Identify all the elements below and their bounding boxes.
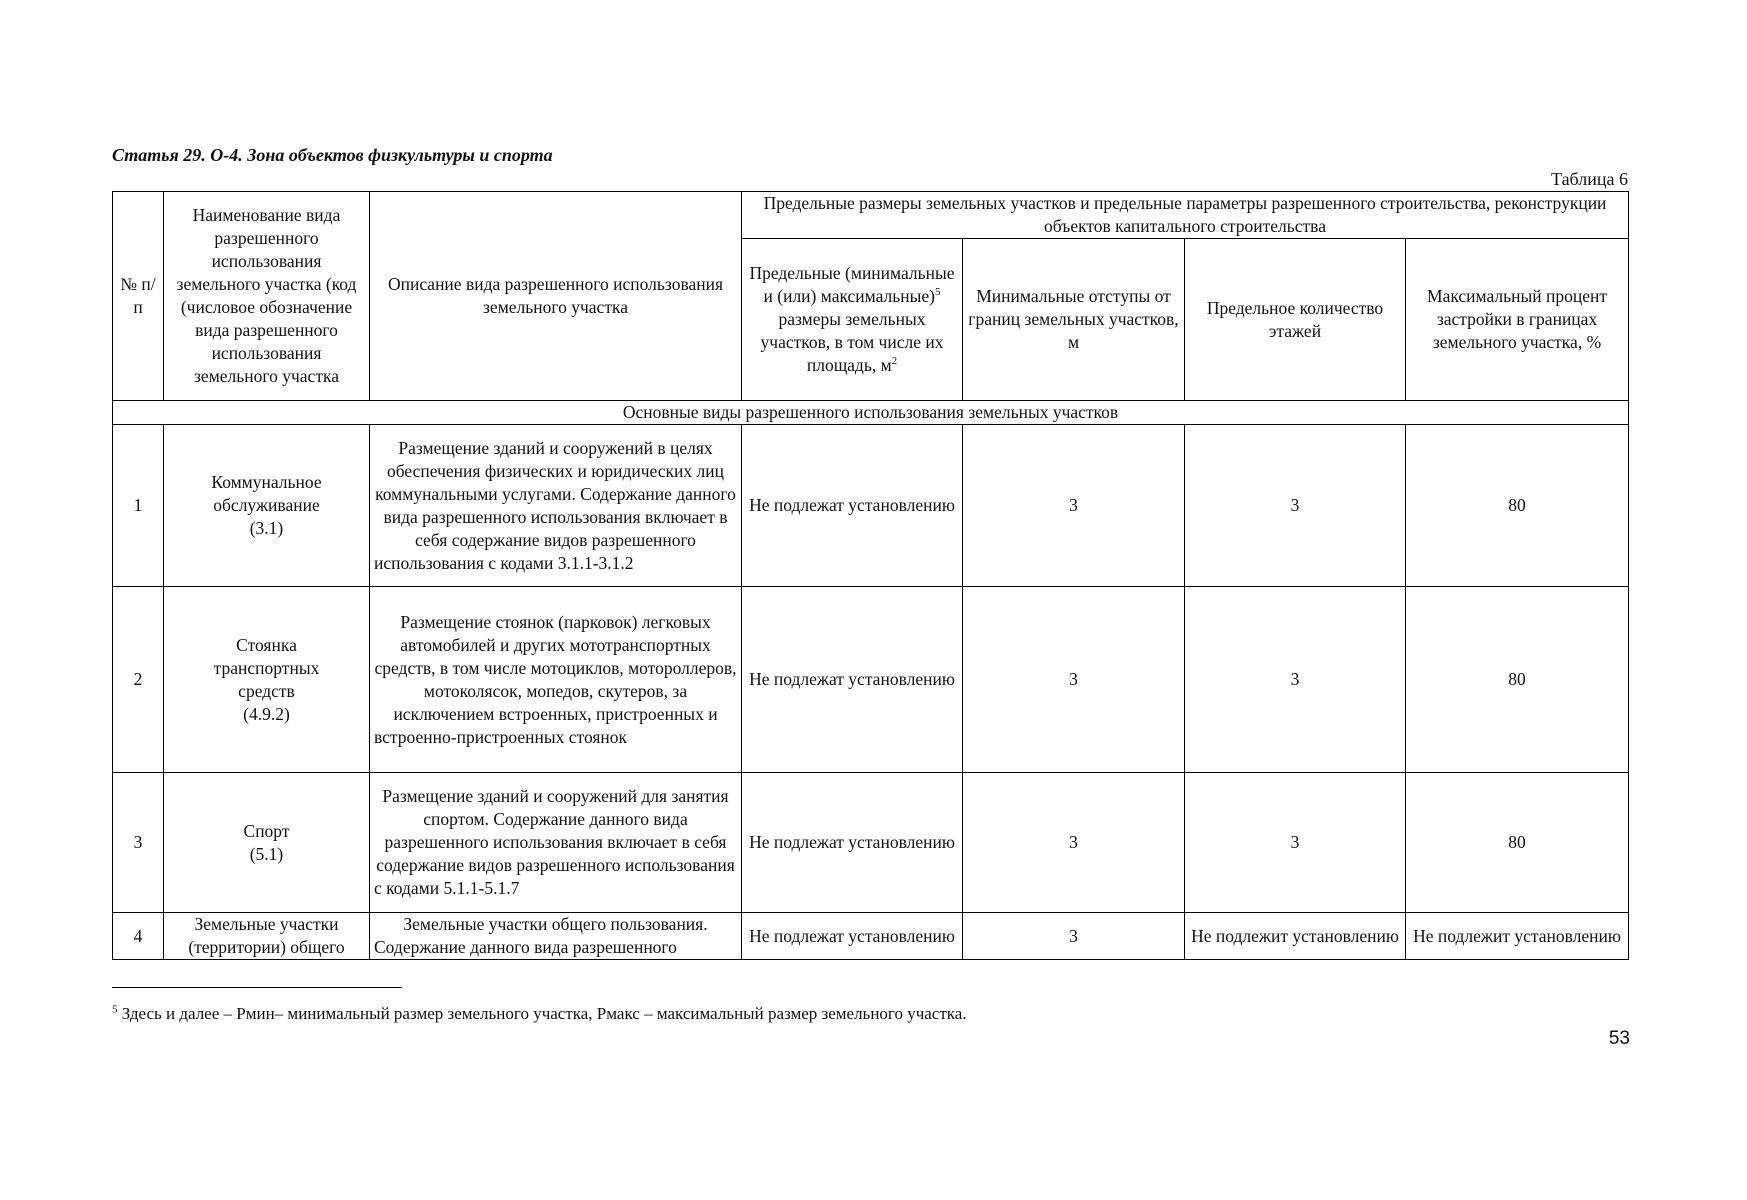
row-size: Не подлежат установлению [742,773,963,913]
table-caption: Таблица 6 [1551,169,1628,189]
row-num: 4 [113,913,164,960]
row-floors: 3 [1185,587,1406,773]
footnote-rule [112,987,402,988]
row-size: Не подлежат установлению [742,587,963,773]
row-description: Земельные участки общего пользования. Содержание данного вида разрешенного [370,913,742,960]
row-size: Не подлежат установлению [742,913,963,960]
row-num: 1 [113,425,164,587]
page-number: 53 [1608,1028,1630,1049]
header-num: № п/п [113,192,164,401]
article-title: Статья 29. О-4. Зона объектов физкультуры и спорта [112,145,553,165]
header-description: Описание вида разрешенного использования земельного участка [370,192,742,401]
row-setback: 3 [963,913,1185,960]
row-coverage: 80 [1406,587,1629,773]
header-row-1 [113,192,1629,239]
row-size: Не подлежат установлению [742,425,963,587]
table-row [113,913,1629,960]
row-floors: 3 [1185,773,1406,913]
row-coverage: 80 [1406,773,1629,913]
row-setback: 3 [963,773,1185,913]
row-setback: 3 [963,587,1185,773]
row-name: Земельные участки (территории) общего [164,913,370,960]
row-name: Спорт (5.1) [164,773,370,913]
header-setback: Минимальные отступы от границ земельных участков, м [963,239,1185,401]
row-num: 3 [113,773,164,913]
header-floors: Предельное количество этажей [1185,239,1406,401]
row-num: 2 [113,587,164,773]
row-description: Размещение зданий и сооружений для занятия спортом. Содержание данного вида разрешенного использования включает в себя содержание видов разрешенного использования с кодами 5.1.1-5.1.7 [370,773,742,913]
row-floors: 3 [1185,425,1406,587]
row-floors: Не подлежит установлению [1185,913,1406,960]
table-row [113,425,1629,587]
row-description: Размещение зданий и сооружений в целях обеспечения физических и юридических лиц коммунальными услугами. Содержание данного вида разрешенного использования включает в себя содержание видов разрешенного использования с кодами 3.1.1-3.1.2 [370,425,742,587]
header-coverage: Максимальный процент застройки в границах земельного участка, % [1406,239,1629,401]
row-setback: 3 [963,425,1185,587]
row-description: Размещение стоянок (парковок) легковых автомобилей и других мототранспортных средств, в том числе мотоциклов, мотороллеров, мотоколясок, мопедов, скутеров, за исключением встроенных, пристроенных и встроенно-пристроенных стоянок [370,587,742,773]
zone-table [112,191,1629,960]
header-name: Наименование вида разрешенного использования земельного участка (код (числовое обозначение вида разрешенного использования земельного участка [164,192,370,401]
row-coverage: Не подлежит установлению [1406,913,1629,960]
section-row [113,401,1629,425]
row-coverage: 80 [1406,425,1629,587]
footnote: $^5$ Здесь и далее – Рмин– минимальный размер земельного участка, Рмакс – максимальный размер земельного участка. [112,1003,967,1023]
header-limits-group: Предельные размеры земельных участков и предельные параметры разрешенного строительства, реконструкции объектов капитального строительства [742,192,1629,239]
table-row [113,587,1629,773]
row-name: Коммунальное обслуживание (3.1) [164,425,370,587]
section-title: Основные виды разрешенного использования земельных участков [113,401,1629,425]
row-name: Стоянка транспортных средств (4.9.2) [164,587,370,773]
table-row [113,773,1629,913]
header-size: Предельные (минимальные и (или) максимальные)$^5$ размеры земельных участков, в том числе их площадь, $м^2$ [742,239,963,401]
